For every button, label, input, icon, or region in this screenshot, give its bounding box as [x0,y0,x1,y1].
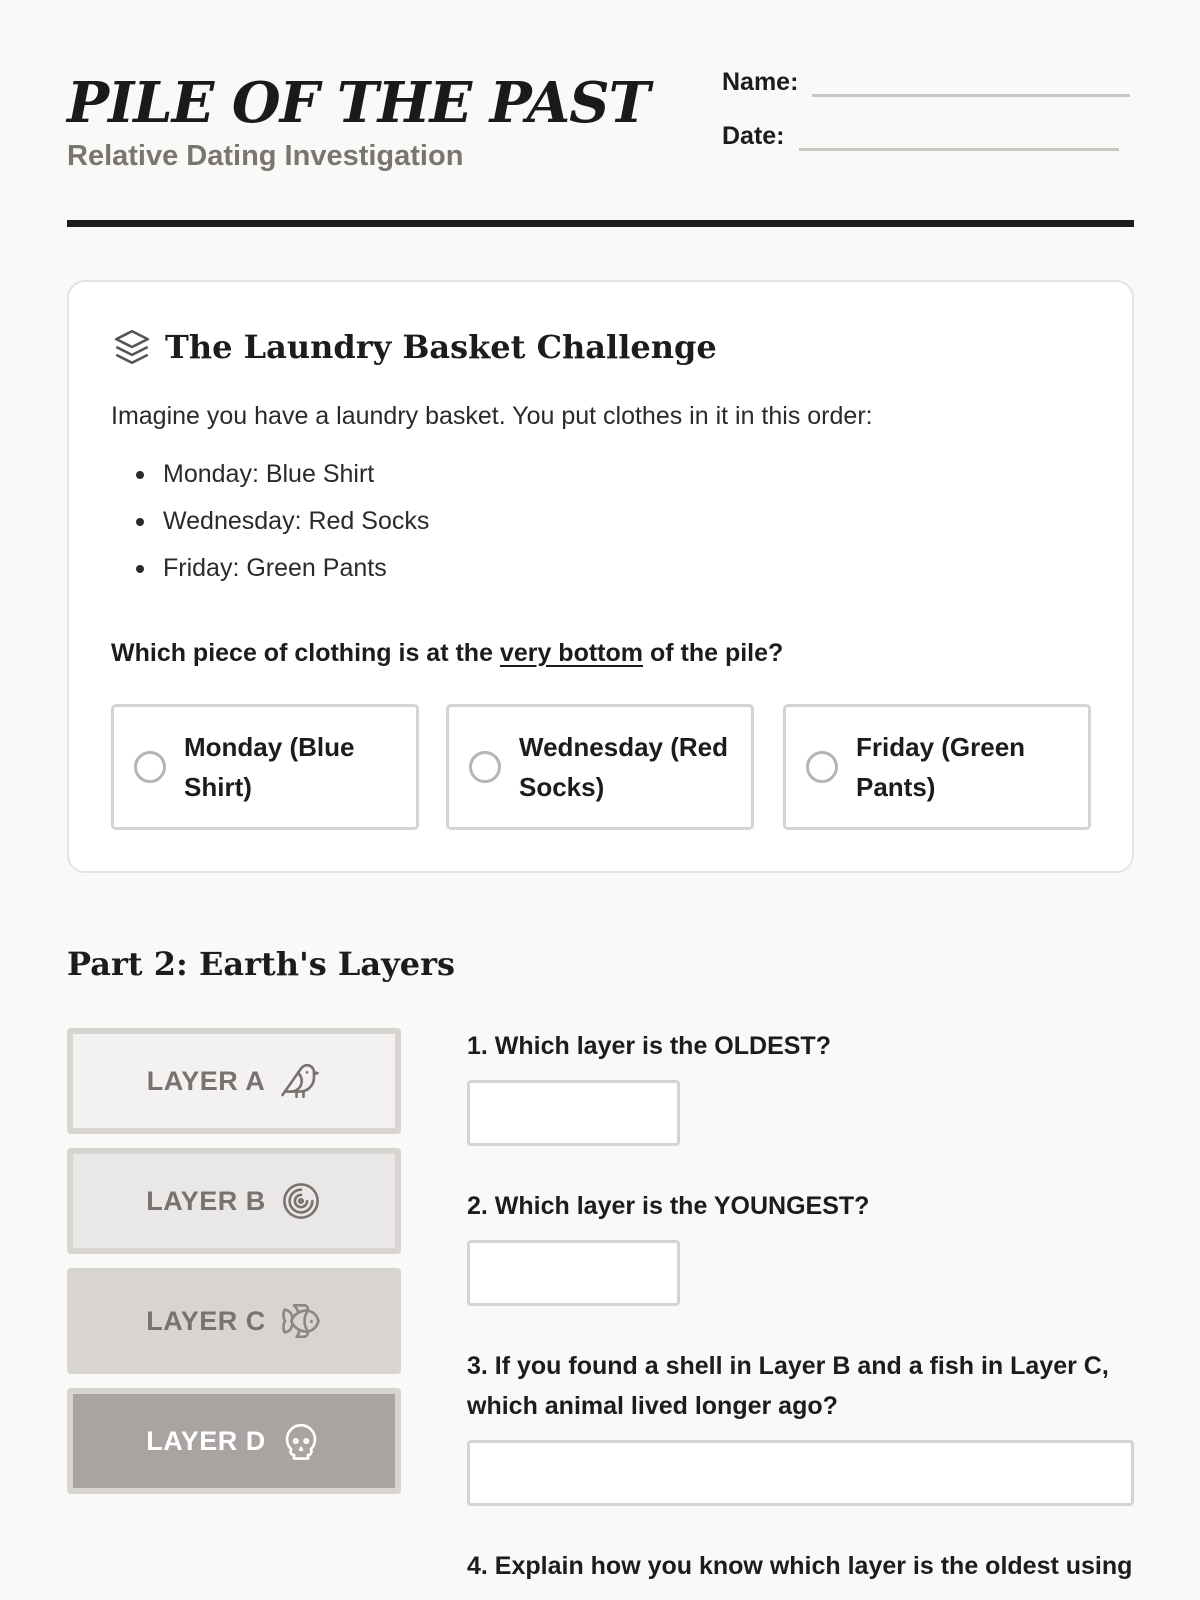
date-label: Date: [722,122,785,150]
laundry-challenge-card [67,280,1134,873]
layer-a [67,1028,401,1134]
layer-d [67,1388,401,1494]
spiral-shell-icon [280,1180,322,1222]
page-subtitle: Relative Dating Investigation [67,140,464,172]
option-label: Wednesday (Red Socks) [519,732,729,802]
card-title: The Laundry Basket Challenge [165,328,717,366]
question-1: 1. Which layer is the OLDEST? [467,1032,831,1060]
name-label: Name: [722,68,799,96]
card-heading [111,326,717,368]
layer-label: LAYER C [146,1305,266,1336]
list-item: Friday: Green Pants [111,552,429,599]
option-label: Monday (Blue Shirt) [184,732,355,802]
page-title: PILE OF THE PAST [67,70,650,136]
bird-icon [279,1060,321,1102]
skull-icon [280,1420,322,1462]
option-friday[interactable] [783,704,1091,830]
youngest-layer-answer[interactable] [467,1240,680,1306]
part2-title: Part 2: Earth's Layers [67,945,455,983]
question-3: 3. If you found a shell in Layer B and a fish in Layer C, which animal lived longer ago? [467,1352,1109,1420]
name-field [722,68,1130,97]
challenge-intro: Imagine you have a laundry basket. You put clothes in it in this order: [111,402,873,430]
date-field [722,122,1119,151]
layers-icon [111,326,153,368]
option-label: Friday (Green Pants) [856,732,1026,802]
radio-button[interactable] [469,751,501,783]
layer-b [67,1148,401,1254]
layer-c [67,1268,401,1374]
layer-label: LAYER D [146,1425,266,1456]
layer-label: LAYER A [146,1065,266,1096]
radio-button[interactable] [134,751,166,783]
layer-label: LAYER B [146,1185,266,1216]
question-emphasis: very bottom [499,639,644,667]
option-monday[interactable] [111,704,419,830]
challenge-question: Which piece of clothing is at the very bottom of the pile? [111,639,784,667]
question-2: 2. Which layer is the YOUNGEST? [467,1192,870,1220]
oldest-layer-answer[interactable] [467,1080,680,1146]
fish-icon [280,1300,322,1342]
older-animal-answer[interactable] [467,1440,1134,1506]
question-4: 4. Explain how you know which layer is the oldest using [467,1552,1133,1580]
name-input-line[interactable] [812,94,1130,97]
clothing-list [111,458,429,599]
header-divider [67,220,1134,227]
worksheet-header [67,60,1134,228]
option-wednesday[interactable] [446,704,754,830]
radio-button[interactable] [806,751,838,783]
list-item: Wednesday: Red Socks [111,505,429,552]
date-input-line[interactable] [799,148,1119,151]
list-item: Monday: Blue Shirt [111,458,429,505]
